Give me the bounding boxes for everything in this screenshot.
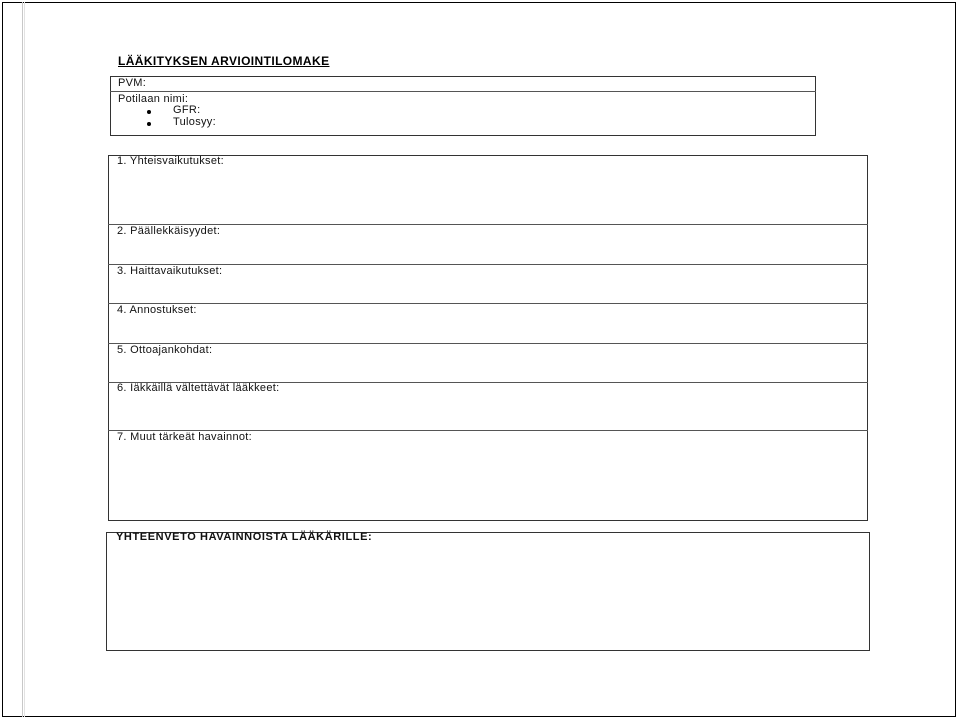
- bullet-icon: [147, 110, 151, 114]
- header-divider: [110, 91, 816, 92]
- reason-label: Tulosyy:: [173, 116, 216, 128]
- form-title: LÄÄKITYKSEN ARVIOINTILOMAKE: [118, 54, 330, 68]
- section-interactions: 1. Yhteisvaikutukset:: [117, 155, 224, 167]
- scan-edge-line: [22, 2, 23, 717]
- findings-box: [108, 155, 868, 521]
- gfr-label: GFR:: [173, 104, 201, 116]
- section-divider: [108, 343, 868, 344]
- patient-name-label: Potilaan nimi:: [118, 93, 189, 105]
- section-divider: [108, 303, 868, 304]
- section-divider: [108, 224, 868, 225]
- summary-label: YHTEENVETO HAVAINNOISTA LÄÄKÄRILLE:: [116, 531, 373, 543]
- section-timing: 5. Ottoajankohdat:: [117, 344, 213, 356]
- date-label: PVM:: [118, 77, 147, 89]
- section-dosages: 4. Annostukset:: [117, 304, 197, 316]
- section-other-findings: 7. Muut tärkeät havainnot:: [117, 431, 252, 443]
- section-elderly-avoid: 6. Iäkkäillä vältettävät lääkkeet:: [117, 382, 280, 394]
- summary-box: [106, 532, 870, 651]
- bullet-icon: [147, 122, 151, 126]
- scan-edge-line: [24, 2, 25, 717]
- section-duplications: 2. Päällekkäisyydet:: [117, 225, 221, 237]
- section-adverse-effects: 3. Haittavaikutukset:: [117, 265, 223, 277]
